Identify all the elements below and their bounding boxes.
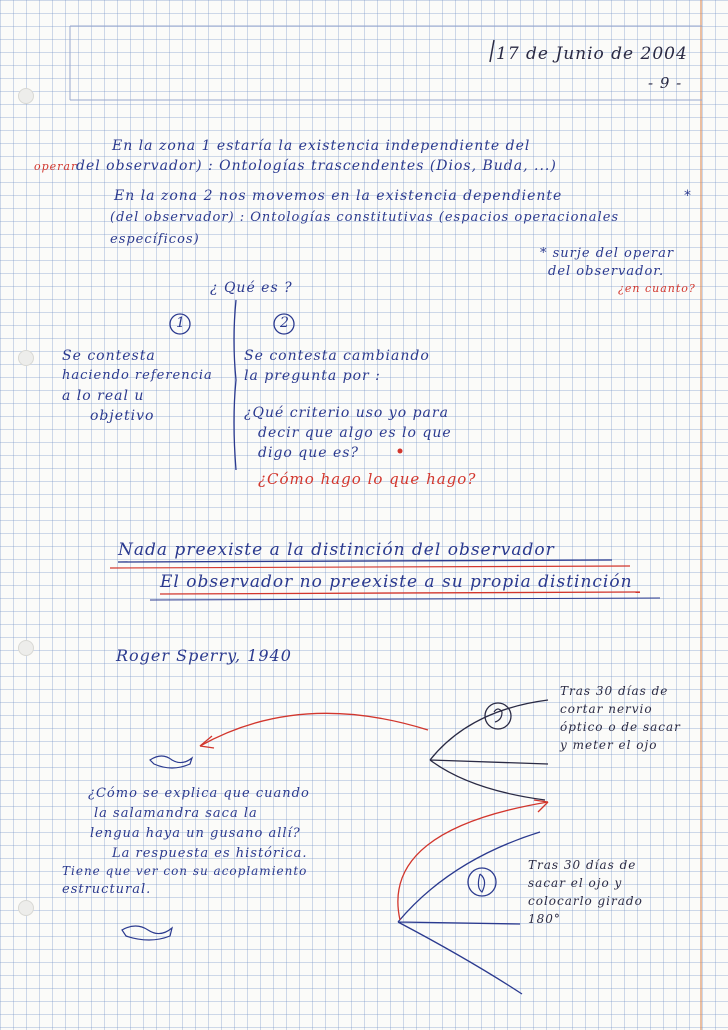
experiment2-line: 180° bbox=[528, 912, 561, 926]
statement2-underline bbox=[160, 592, 640, 594]
salamander-head-1 bbox=[430, 700, 548, 800]
experiment1-line: cortar nervio bbox=[560, 702, 653, 716]
option1-circle bbox=[170, 314, 190, 334]
note-line2: del observador. bbox=[548, 264, 665, 279]
arrow-2-head bbox=[534, 800, 548, 812]
statement2-underline-blue bbox=[150, 598, 660, 600]
statement-underline bbox=[118, 560, 612, 562]
eye-2-iris bbox=[478, 874, 484, 892]
option2: 2 bbox=[280, 315, 290, 331]
option1: 1 bbox=[176, 315, 186, 331]
experiment2-line: sacar el ojo y bbox=[528, 876, 623, 890]
question2-line: ¿Cómo se explica que cuando bbox=[88, 786, 310, 801]
col2-line: digo que es? bbox=[258, 445, 359, 461]
asterisk-mark: * bbox=[684, 188, 691, 204]
zone1-line1: En la zona 1 estaría la existencia independiente del bbox=[112, 138, 531, 154]
col2-red: ¿Cómo hago lo que hago? bbox=[258, 470, 477, 488]
experiment2-line: colocarlo girado bbox=[528, 894, 643, 908]
header-box bbox=[70, 26, 702, 100]
col1-line: Se contesta bbox=[62, 348, 156, 364]
page-number: - 9 - bbox=[648, 74, 683, 92]
reference: Roger Sperry, 1940 bbox=[116, 646, 292, 665]
date: 17 de Junio de 2004 bbox=[496, 44, 688, 64]
note-red: ¿en cuanto? bbox=[618, 282, 696, 295]
option2-circle bbox=[274, 314, 294, 334]
worm-1 bbox=[150, 756, 192, 768]
col2-line: la pregunta por : bbox=[244, 368, 381, 384]
col1-line: objetivo bbox=[90, 408, 155, 424]
experiment1-line: y meter el ojo bbox=[560, 738, 658, 752]
zone1-line2: del observador) : Ontologías trascendentes (Dios, Buda, ...) bbox=[76, 158, 557, 174]
bracket-divider bbox=[234, 300, 236, 470]
col1-line: haciendo referencia bbox=[62, 368, 213, 383]
date-slash bbox=[490, 40, 494, 62]
statement-2: El observador no preexiste a su propia distinción bbox=[160, 572, 633, 592]
zone2-line2: (del observador) : Ontologías constitutivas (espacios operacionales bbox=[110, 210, 620, 225]
experiment1-line: óptico o de sacar bbox=[560, 720, 681, 734]
salamander-head-2 bbox=[398, 832, 540, 994]
eye-1-iris bbox=[494, 709, 502, 722]
margin-note: operar bbox=[34, 160, 78, 173]
experiment1-line: Tras 30 días de bbox=[560, 684, 669, 698]
statement-1: Nada preexiste a la distinción del observador bbox=[118, 540, 555, 560]
question2-line: La respuesta es histórica. bbox=[112, 846, 308, 861]
zone2-line3: específicos) bbox=[110, 232, 200, 247]
zone2-line1: En la zona 2 nos movemos en la existencia dependiente bbox=[114, 188, 563, 204]
question2-line: lengua haya un gusano allí? bbox=[90, 826, 301, 841]
question2-line: Tiene que ver con su acoplamiento bbox=[62, 864, 308, 878]
worm-2 bbox=[122, 926, 172, 940]
arrow-1 bbox=[200, 713, 428, 746]
question-heading: ¿ Qué es ? bbox=[210, 280, 293, 296]
experiment2-line: Tras 30 días de bbox=[528, 858, 637, 872]
col2-line: ¿Qué criterio uso yo para bbox=[244, 405, 449, 421]
question2-line: la salamandra saca la bbox=[94, 806, 258, 821]
note-line1: * surje del operar bbox=[540, 246, 675, 261]
question2-line: estructural. bbox=[62, 882, 152, 897]
col2-line: decir que algo es lo que bbox=[258, 425, 452, 441]
red-dot bbox=[398, 449, 403, 454]
statement-underline-red bbox=[110, 566, 630, 568]
col1-line: a lo real u bbox=[62, 388, 145, 404]
col2-line: Se contesta cambiando bbox=[244, 348, 430, 364]
